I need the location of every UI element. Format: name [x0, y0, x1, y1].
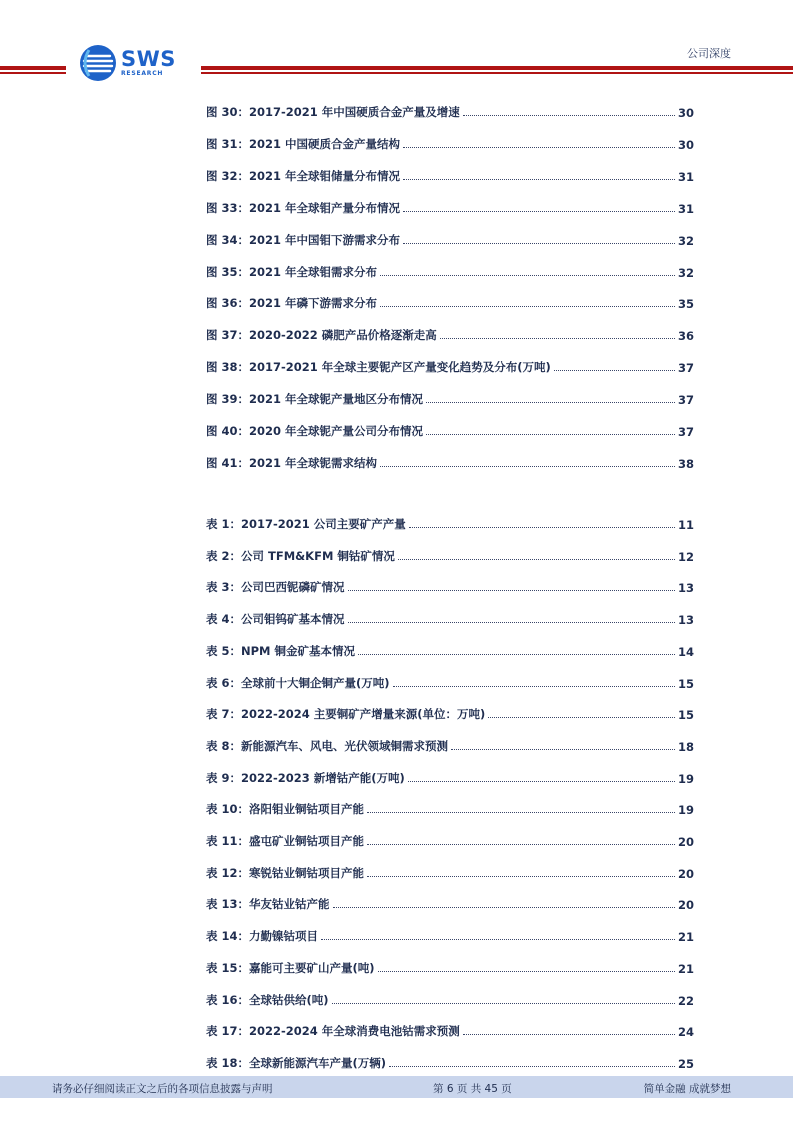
footer-slogan: 简单金融 成就梦想 — [643, 1083, 731, 1095]
toc-table-entry[interactable] — [206, 766, 694, 786]
toc-figure-entry[interactable] — [206, 260, 694, 280]
toc-figure-entry[interactable] — [206, 291, 694, 311]
toc-figure-entry-page: 31 — [677, 169, 694, 184]
page-header — [0, 0, 793, 90]
toc-table-entry-page: 14 — [677, 644, 694, 659]
toc-figure-entry-page: 32 — [677, 265, 694, 280]
toc-table-entry-title: 表 6：全球前十大铜企铜产量(万吨) — [206, 675, 390, 690]
dot-leader — [321, 938, 675, 940]
toc-table-entry-title: 表 1：2017-2021 公司主要矿产产量 — [206, 517, 406, 531]
header-rule — [0, 72, 66, 74]
toc-table-entry-title: 表 5：NPM 铜金矿基本情况 — [206, 643, 356, 658]
toc-figure-entry-title: 图 32：2021 年全球钼储量分布情况 — [206, 168, 401, 183]
dot-leader — [440, 337, 675, 339]
toc-table-entry-title: 表 17：2022-2024 年全球消费电池钴需求预测 — [206, 1024, 460, 1039]
toc-figure-entry-page: 35 — [677, 297, 694, 312]
toc-table-entry[interactable] — [206, 575, 694, 595]
toc-figure-entry-title: 图 33：2021 年全球钼产量分布情况 — [206, 200, 401, 215]
toc-figure-entry-title: 图 35：2021 年全球钼需求分布 — [206, 264, 378, 279]
toc-figure-entry[interactable] — [206, 355, 694, 375]
toc-figure-entry-title: 图 39：2021 年全球铌产量地区分布情况 — [206, 392, 424, 407]
toc-table-entry[interactable] — [206, 702, 694, 722]
toc-table-entry-page: 24 — [677, 1025, 694, 1040]
toc-figure-entry[interactable] — [206, 228, 694, 248]
toc-figure-entry[interactable] — [206, 387, 694, 407]
toc-figure-entry-page: 37 — [677, 393, 694, 408]
toc-table-entry-page: 25 — [677, 1056, 694, 1071]
logo-wordmark: SWS — [121, 47, 176, 71]
header-rule — [201, 72, 793, 74]
dot-leader — [348, 621, 675, 623]
toc-table-entry-page: 22 — [677, 993, 694, 1008]
toc-table-entry-title: 表 7：2022-2024 主要铜矿产增量来源(单位：万吨) — [206, 707, 486, 722]
toc-figure-entry-title: 图 37：2020-2022 磷肥产品价格逐渐走高 — [206, 328, 437, 343]
toc-table-entry[interactable] — [206, 829, 694, 849]
toc-figure-entry[interactable] — [206, 419, 694, 439]
toc-table-entry-title: 表 16：全球钴供给(吨) — [206, 992, 329, 1007]
dot-leader — [358, 653, 675, 655]
toc-table-entry-page: 20 — [677, 898, 694, 913]
dot-leader — [367, 843, 675, 845]
dot-leader — [463, 114, 675, 116]
toc-figure-entry-page: 31 — [677, 201, 694, 216]
dot-leader — [451, 748, 675, 750]
toc-figure-entry-page: 32 — [677, 233, 694, 248]
dot-leader — [378, 970, 675, 972]
toc-table-entry-title: 表 2：公司 TFM&KFM 铜钴矿情况 — [206, 548, 395, 563]
dot-leader — [332, 1002, 675, 1004]
header-rule — [201, 66, 793, 70]
dot-leader — [380, 305, 675, 307]
toc-figure-entry-title: 图 30：2017-2021 年中国硬质合金产量及增速 — [206, 105, 460, 119]
toc-table-entry-page: 12 — [677, 549, 694, 564]
page-footer — [0, 1076, 793, 1098]
toc-figure-entry-page: 36 — [677, 329, 694, 344]
toc-table-entry-title: 表 3：公司巴西铌磷矿情况 — [206, 580, 345, 595]
toc-table-entry-title: 表 9：2022-2023 新增钴产能(万吨) — [206, 770, 405, 785]
toc-table-entry[interactable] — [206, 734, 694, 754]
dot-leader — [380, 465, 675, 467]
toc-table-entry-page: 21 — [677, 930, 694, 945]
dot-leader — [403, 146, 675, 148]
toc-figure-entry[interactable] — [206, 323, 694, 343]
toc-table-entry[interactable] — [206, 607, 694, 627]
sws-globe-icon — [79, 44, 117, 82]
toc-figure-entry-page: 38 — [677, 456, 694, 471]
toc-figure-entry-page: 37 — [677, 361, 694, 376]
toc-figure-entry-page: 30 — [677, 106, 694, 120]
toc-table-entry-title: 表 11：盛屯矿业铜钴项目产能 — [206, 834, 365, 848]
toc-table-entry-title: 表 12：寒锐钴业铜钴项目产能 — [206, 865, 365, 880]
dot-leader — [554, 369, 675, 371]
toc-figure-entry-page: 37 — [677, 425, 694, 439]
footer-page-info: 第 6 页 共 45 页 — [433, 1083, 512, 1095]
toc-table-entry-title: 表 10：洛阳钼业铜钴项目产能 — [206, 802, 365, 817]
toc-table-entry[interactable] — [206, 892, 694, 912]
toc-figure-entry-title: 图 36：2021 年磷下游需求分布 — [206, 296, 378, 311]
dot-leader — [393, 685, 675, 687]
dot-leader — [409, 526, 675, 528]
dot-leader — [408, 780, 675, 782]
dot-leader — [348, 589, 675, 591]
dot-leader — [398, 558, 675, 560]
header-rule — [0, 66, 66, 70]
toc-figure-entry[interactable] — [206, 132, 694, 152]
toc-table-entry-title: 表 18：全球新能源汽车产量(万辆) — [206, 1055, 387, 1070]
toc-figure-entry[interactable] — [206, 451, 694, 471]
toc-table-entry-page: 19 — [677, 771, 694, 786]
toc-table-entry-title: 表 8：新能源汽车、风电、光伏领域铜需求预测 — [206, 738, 449, 753]
toc-figure-entry-title: 图 40：2020 年全球铌产量公司分布情况 — [206, 424, 424, 438]
toc-figure-entry[interactable] — [206, 196, 694, 216]
toc-table-entry[interactable] — [206, 924, 694, 944]
dot-leader — [367, 875, 675, 877]
footer-disclaimer: 请务必仔细阅读正文之后的各项信息披露与声明 — [52, 1083, 273, 1095]
toc-table-entry-page: 21 — [677, 961, 694, 976]
toc-table-entry-title: 表 15：嘉能可主要矿山产量(吨) — [206, 960, 375, 975]
dot-leader — [403, 210, 675, 212]
toc-table-entry-page: 20 — [677, 866, 694, 881]
toc-table-entry[interactable] — [206, 988, 694, 1008]
toc-figure-entry[interactable] — [206, 100, 694, 120]
toc-table-entry-title: 表 4：公司钼钨矿基本情况 — [206, 612, 345, 627]
logo-subtitle: RESEARCH — [121, 70, 164, 77]
dot-leader — [426, 433, 675, 435]
toc-figure-entry[interactable] — [206, 164, 694, 184]
sws-logo — [79, 44, 189, 82]
toc-table-entry-page: 13 — [677, 613, 694, 628]
toc-table-entry[interactable] — [206, 544, 694, 564]
toc-table-entry[interactable] — [206, 512, 694, 532]
toc-table-entry[interactable] — [206, 797, 694, 817]
toc-table-entry-page: 20 — [677, 835, 694, 849]
report-type-label: 公司深度 — [687, 47, 731, 60]
toc-table-entry[interactable] — [206, 671, 694, 691]
dot-leader — [367, 811, 675, 813]
toc-table-entry-page: 13 — [677, 581, 694, 596]
dot-leader — [488, 716, 675, 718]
dot-leader — [380, 274, 675, 276]
dot-leader — [403, 242, 675, 244]
toc-table-entry[interactable] — [206, 1051, 694, 1071]
toc-table-entry-page: 15 — [677, 676, 694, 691]
toc-figure-entry-page: 30 — [677, 137, 694, 152]
toc-table-entry[interactable] — [206, 1019, 694, 1039]
toc-table-entry[interactable] — [206, 639, 694, 659]
toc-table-entry-page: 18 — [677, 739, 694, 754]
toc-table-entry[interactable] — [206, 861, 694, 881]
toc-figure-entry-title: 图 31：2021 中国硬质合金产量结构 — [206, 136, 401, 151]
toc-table-entry-page: 11 — [677, 518, 694, 532]
toc-table-entry-title: 表 14：力勤镍钴项目 — [206, 929, 319, 944]
dot-leader — [389, 1065, 675, 1067]
toc-figure-entry-title: 图 34：2021 年中国钼下游需求分布 — [206, 232, 401, 247]
dot-leader — [463, 1033, 675, 1035]
toc-table-entry-page: 15 — [677, 708, 694, 723]
toc-table-entry-page: 19 — [677, 803, 694, 818]
dot-leader — [333, 906, 675, 908]
toc-figure-entry-title: 图 41：2021 年全球铌需求结构 — [206, 455, 378, 470]
toc-table-entry-title: 表 13：华友钴业钴产能 — [206, 897, 330, 912]
toc-table-entry[interactable] — [206, 956, 694, 976]
dot-leader — [426, 401, 675, 403]
toc-figure-entry-title: 图 38：2017-2021 年全球主要铌产区产量变化趋势及分布(万吨) — [206, 360, 551, 375]
dot-leader — [403, 178, 675, 180]
